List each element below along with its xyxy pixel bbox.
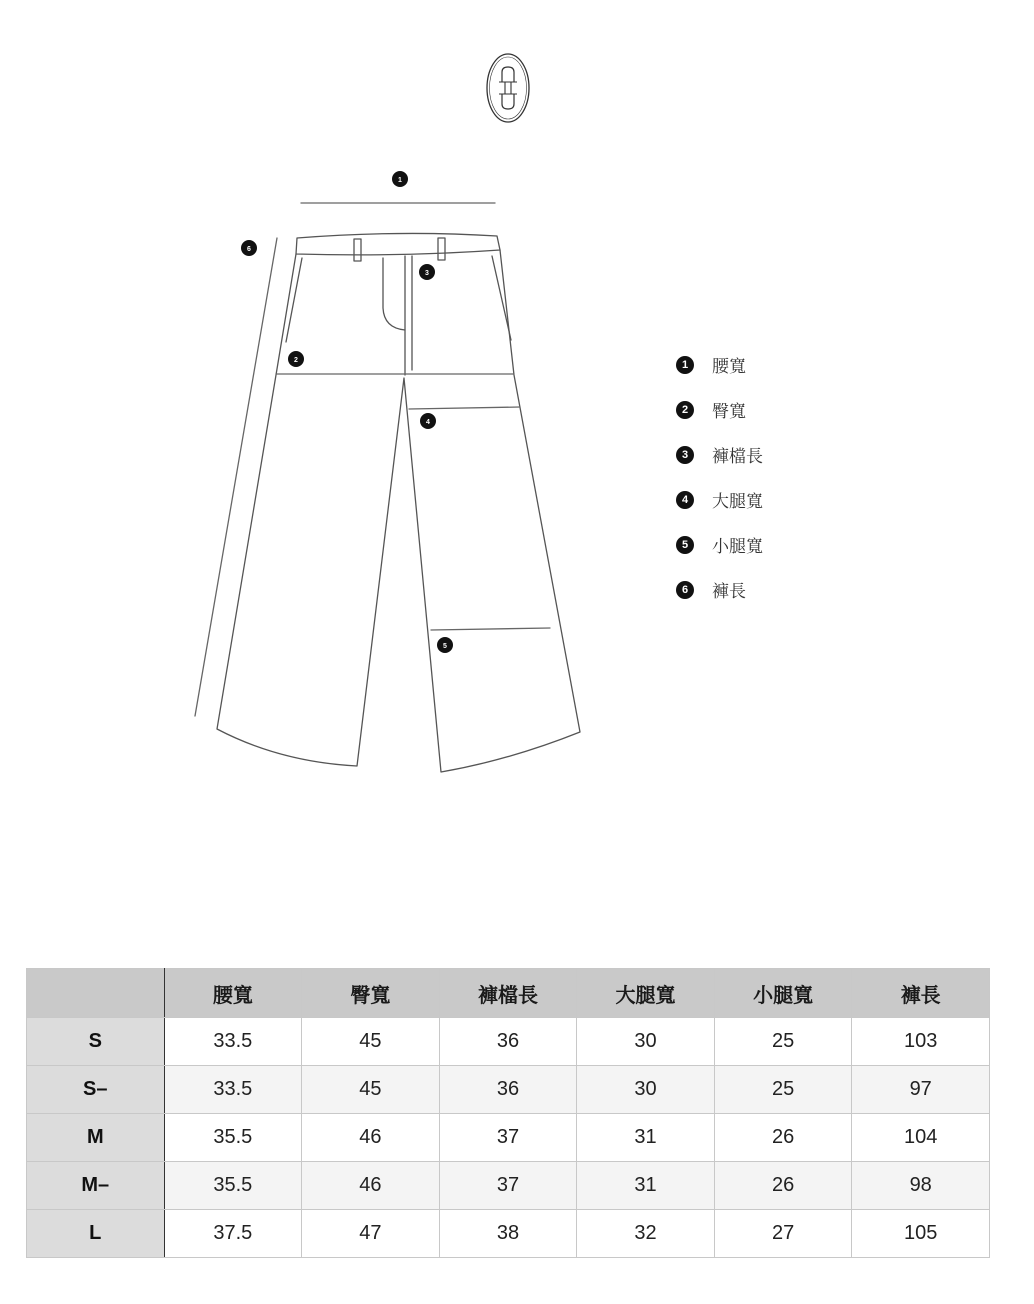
header-thigh: 大腿寬 (577, 969, 715, 1018)
legend-number: 4 (676, 491, 694, 509)
table-cell: 46 (302, 1114, 440, 1162)
header-rise: 褲檔長 (439, 969, 577, 1018)
marker-1 (392, 171, 408, 187)
table-row (27, 1114, 990, 1162)
header-hip: 臀寬 (302, 969, 440, 1018)
legend-number: 6 (676, 581, 694, 599)
waistband (296, 233, 500, 254)
table-cell: 30 (577, 1066, 715, 1114)
legend-number: 2 (676, 401, 694, 419)
table-cell: 35.5 (164, 1114, 302, 1162)
size-label: M– (27, 1162, 165, 1210)
size-label: L (27, 1210, 165, 1258)
table-cell: 46 (302, 1162, 440, 1210)
table-cell: 27 (714, 1210, 852, 1258)
pants-diagram (0, 150, 1034, 810)
fly (383, 258, 405, 330)
header-waist: 腰寬 (164, 969, 302, 1018)
size-label: S (27, 1018, 165, 1066)
table-cell: 37 (439, 1162, 577, 1210)
legend-label: 小腿寬 (712, 537, 763, 557)
thigh-measure-line (409, 407, 520, 409)
marker-6 (241, 240, 257, 256)
svg-text:2: 2 (294, 357, 298, 364)
table-cell: 32 (577, 1210, 715, 1258)
legend-label: 大腿寬 (712, 492, 763, 512)
table-cell: 35.5 (164, 1162, 302, 1210)
size-chart-table (26, 968, 990, 1258)
table-row (27, 1018, 990, 1066)
table-cell: 97 (852, 1066, 990, 1114)
marker-5 (437, 637, 453, 653)
table-cell: 45 (302, 1066, 440, 1114)
length-measure-line (195, 238, 277, 716)
table-cell: 38 (439, 1210, 577, 1258)
table-row (27, 1066, 990, 1114)
belt-loop-left (354, 239, 361, 261)
svg-text:6: 6 (247, 246, 251, 253)
table-cell: 45 (302, 1018, 440, 1066)
calf-measure-line (431, 628, 550, 630)
marker-3 (419, 264, 435, 280)
table-row (27, 1210, 990, 1258)
table-cell: 98 (852, 1162, 990, 1210)
svg-text:1: 1 (398, 177, 402, 184)
table-cell: 25 (714, 1066, 852, 1114)
svg-text:3: 3 (425, 270, 429, 277)
legend-label: 褲長 (712, 582, 746, 602)
belt-loop-right (438, 238, 445, 260)
legend-item-thigh (676, 477, 876, 522)
header-length: 褲長 (852, 969, 990, 1018)
legend-label: 褲檔長 (712, 447, 763, 467)
table-cell: 47 (302, 1210, 440, 1258)
legend-label: 臀寬 (712, 402, 746, 422)
legend-item-length (676, 567, 876, 612)
legend-number: 3 (676, 446, 694, 464)
table-cell: 26 (714, 1114, 852, 1162)
monogram-logo (485, 52, 531, 124)
table-cell: 26 (714, 1162, 852, 1210)
measurement-legend (676, 342, 876, 612)
size-label: M (27, 1114, 165, 1162)
table-cell: 36 (439, 1018, 577, 1066)
table-cell: 25 (714, 1018, 852, 1066)
svg-text:4: 4 (426, 419, 430, 426)
table-row (27, 1162, 990, 1210)
size-label: S– (27, 1066, 165, 1114)
table-cell: 31 (577, 1162, 715, 1210)
table-cell: 31 (577, 1114, 715, 1162)
legend-number: 5 (676, 536, 694, 554)
legend-item-rise (676, 432, 876, 477)
marker-4 (420, 413, 436, 429)
table-cell: 33.5 (164, 1018, 302, 1066)
table-header-row (27, 969, 990, 1018)
svg-text:5: 5 (443, 643, 447, 650)
table-cell: 103 (852, 1018, 990, 1066)
table-cell: 37 (439, 1114, 577, 1162)
table-cell: 36 (439, 1066, 577, 1114)
table-cell: 33.5 (164, 1066, 302, 1114)
legend-item-waist (676, 342, 876, 387)
table-cell: 104 (852, 1114, 990, 1162)
header-corner (27, 969, 165, 1018)
legend-label: 腰寬 (712, 357, 746, 377)
header-calf: 小腿寬 (714, 969, 852, 1018)
legend-number: 1 (676, 356, 694, 374)
marker-2 (288, 351, 304, 367)
legend-item-calf (676, 522, 876, 567)
legend-item-hip (676, 387, 876, 432)
table-cell: 105 (852, 1210, 990, 1258)
table-cell: 37.5 (164, 1210, 302, 1258)
table-cell: 30 (577, 1018, 715, 1066)
